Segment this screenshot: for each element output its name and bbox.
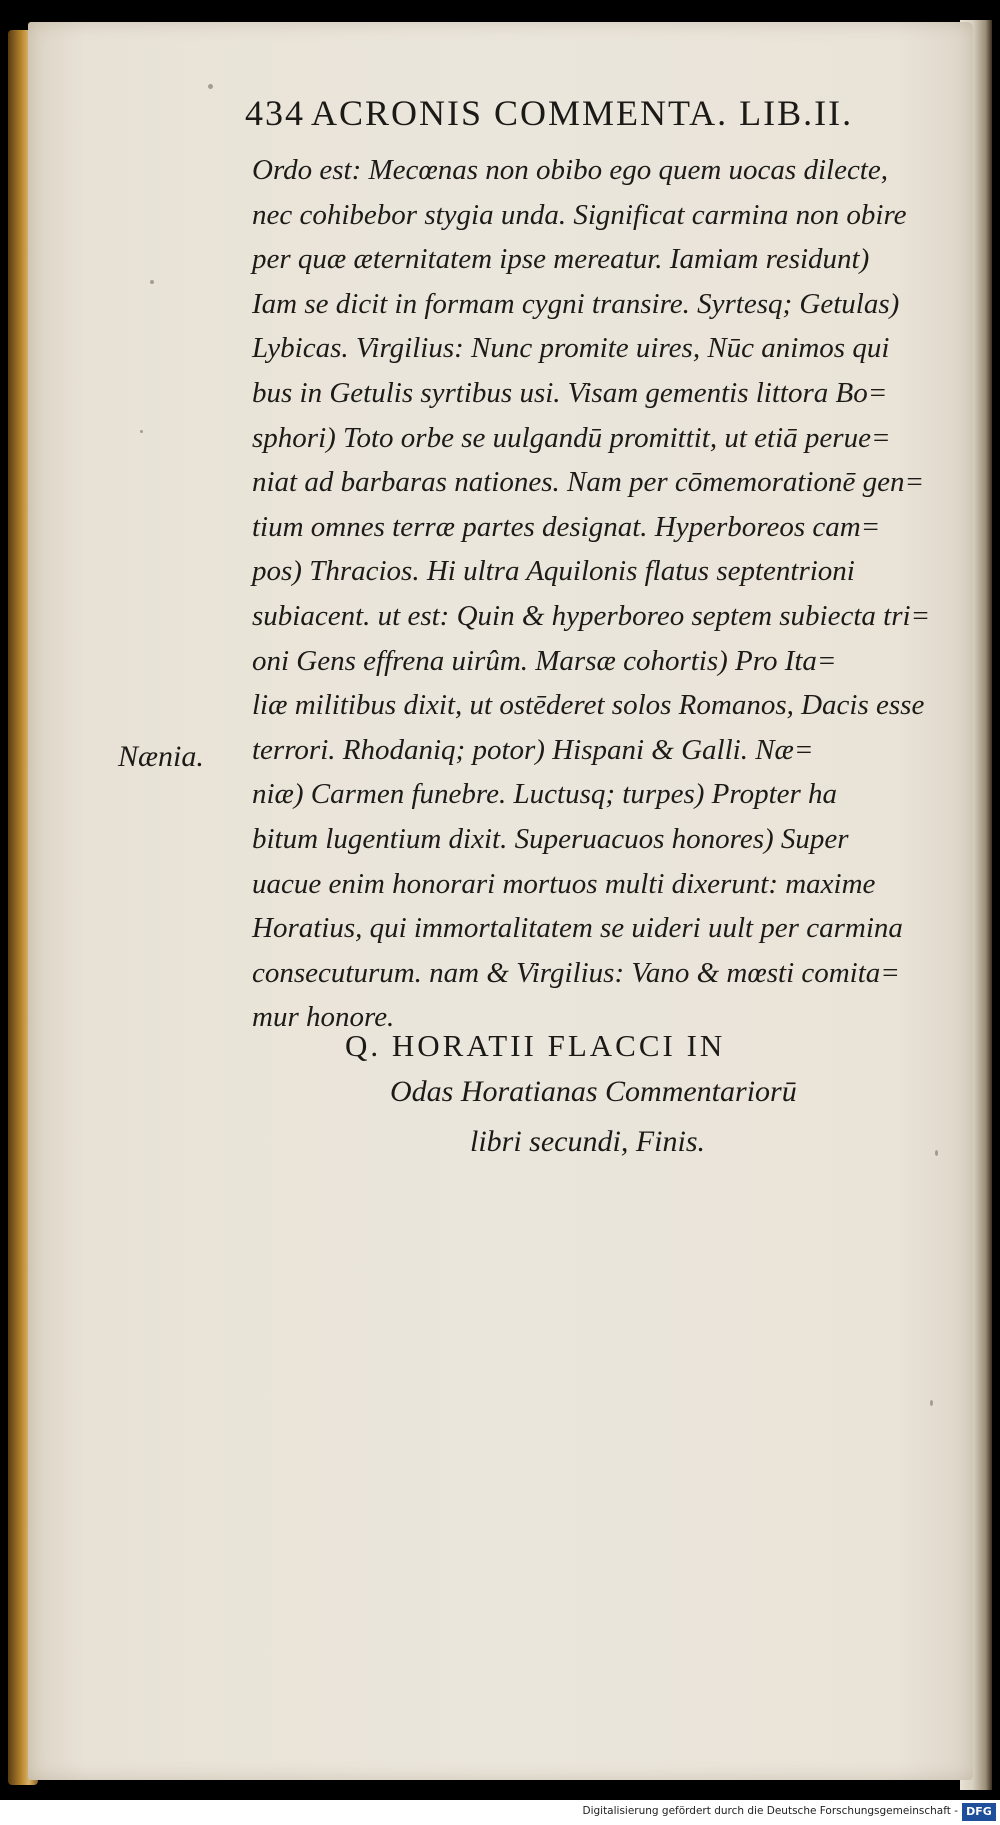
paper-speck bbox=[935, 1150, 938, 1156]
text-line: Lybicas. Virgilius: Nunc promite uires, Nūc animos qui bbox=[252, 332, 890, 365]
text-line: niat ad barbaras nationes. Nam per cōmemorationē gen= bbox=[252, 466, 925, 499]
commentary-text bbox=[252, 148, 942, 1040]
text-line: mur honore. bbox=[252, 1001, 395, 1034]
text-line: terrori. Rhodaniq; potor) Hispani & Galli. Næ= bbox=[252, 733, 814, 766]
text-line: niæ) Carmen funebre. Luctusq; turpes) Propter ha bbox=[252, 778, 838, 811]
paper-speck bbox=[140, 430, 143, 433]
text-line: Iam se dicit in formam cygni transire. Syrtesq; Getulas) bbox=[252, 287, 900, 320]
text-line: bitum lugentium dixit. Superuacuos honores) Super bbox=[252, 822, 849, 855]
funding-credit: Digitalisierung gefördert durch die Deutsche Forschungsgemeinschaft - bbox=[582, 1805, 958, 1817]
text-line: sphori) Toto orbe se uulgandū promittit, ut etiā perue= bbox=[252, 421, 891, 454]
paper-speck bbox=[150, 280, 154, 284]
text-line: uacue enim honorari mortuos multi dixerunt: maxime bbox=[252, 867, 876, 900]
paper-speck bbox=[930, 1400, 933, 1406]
text-line: nec cohibebor stygia unda. Significat carmina non obire bbox=[252, 198, 907, 231]
margin-note: Nænia. bbox=[118, 740, 204, 773]
text-line: pos) Thracios. Hi ultra Aquilonis flatus septentrioni bbox=[252, 555, 855, 588]
running-title: ACRONIS COMMENTA. LIB.II. bbox=[311, 93, 854, 133]
footer-bar bbox=[0, 1800, 1000, 1825]
text-line: liæ militibus dixit, ut ostēderet solos Romanos, Dacis esse bbox=[252, 689, 925, 722]
running-header bbox=[245, 92, 945, 134]
text-line: Horatius, qui immortalitatem se uideri uult per carmina bbox=[252, 912, 903, 945]
text-line: bus in Getulis syrtibus usi. Visam gementis littora Bo= bbox=[252, 376, 888, 409]
text-line: oni Gens effrena uirûm. Marsæ cohortis) Pro Ita= bbox=[252, 644, 837, 677]
text-line: tium omnes terræ partes designat. Hyperboreos cam= bbox=[252, 510, 881, 543]
colophon-subtitle: Odas Horatianas Commentariorū bbox=[390, 1075, 797, 1108]
text-line: per quæ æternitatem ipse mereatur. Iamiam residunt) bbox=[252, 243, 870, 276]
colophon-finis: libri secundi, Finis. bbox=[470, 1125, 705, 1158]
dfg-logo: DFG bbox=[962, 1803, 996, 1821]
text-line: subiacent. ut est: Quin & hyperboreo septem subiecta tri= bbox=[252, 599, 931, 632]
text-line: Ordo est: Mecœnas non obibo ego quem uocas dilecte, bbox=[252, 154, 888, 186]
colophon-title: Q. HORATII FLACCI IN bbox=[345, 1028, 726, 1063]
text-line: consecuturum. nam & Virgilius: Vano & mœsti comita= bbox=[252, 956, 900, 989]
paper-speck bbox=[208, 84, 213, 89]
page-number: 434 bbox=[245, 93, 305, 133]
